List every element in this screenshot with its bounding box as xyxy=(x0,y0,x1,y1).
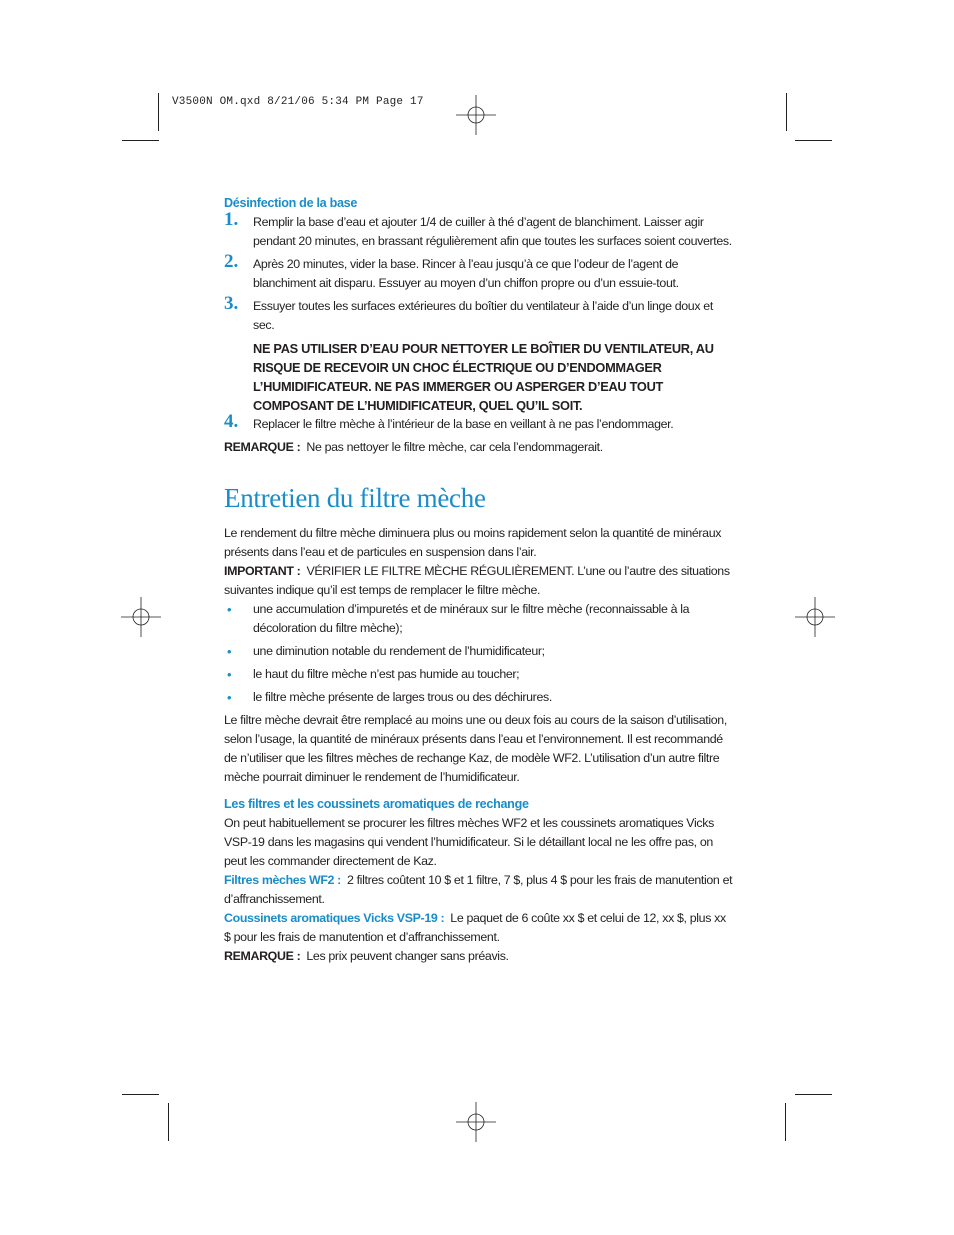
step-number: 3. xyxy=(224,293,239,314)
step-1 xyxy=(224,209,734,251)
crop-mark-bottom-right-vertical xyxy=(785,1103,786,1141)
registration-mark-bottom-icon xyxy=(456,1102,496,1142)
pads-price xyxy=(224,909,734,947)
crop-mark-bottom-left-horizontal xyxy=(122,1094,159,1095)
step-number: 2. xyxy=(224,251,239,272)
registration-mark-left-icon xyxy=(121,597,161,637)
list-item-text: une accumulation d’impuretés et de minéraux sur le filtre mèche (reconnaissable à la décoloration du filtre mèche); xyxy=(253,602,690,635)
print-slug: V3500N OM.qxd 8/21/06 5:34 PM Page 17 xyxy=(172,96,424,108)
price-note xyxy=(224,947,734,966)
filters-price xyxy=(224,871,734,909)
step-3 xyxy=(224,293,734,335)
crop-mark-top-left-horizontal xyxy=(122,140,159,141)
crop-mark-top-left-vertical xyxy=(158,93,159,131)
list-item xyxy=(224,688,734,707)
list-item-text: le filtre mèche présente de larges trous ou des déchirures. xyxy=(253,690,552,704)
registration-mark-top-icon xyxy=(456,95,496,135)
step-text: Essuyer toutes les surfaces extérieures du boîtier du ventilateur à l’aide d’un linge doux et sec. xyxy=(253,299,713,332)
registration-mark-right-icon xyxy=(795,597,835,637)
page-content xyxy=(224,194,734,966)
replacement-intro: On peut habituellement se procurer les filtres mèches WF2 et les coussinets aromatiques Vicks VSP-19 dans les magasins qui vendent l’humidificateur. Si le détaillant local ne les offre pas, on peut les commander directement de Kaz. xyxy=(224,816,714,868)
note-text: Les prix peuvent changer sans préavis. xyxy=(306,949,509,963)
step-text: Remplir la base d’eau et ajouter 1/4 de cuiller à thé d’agent de blanchiment. Laisser agir pendant 20 minutes, en brassant régulièrement afin que toutes les surfaces soient couvertes. xyxy=(253,215,732,248)
step-text: Après 20 minutes, vider la base. Rincer à l’eau jusqu’à ce que l’odeur de l’agent de blanchiment ait disparu. Essuyer au moyen d’un chiffon propre ou d’un essuie-tout. xyxy=(253,257,679,290)
list-item xyxy=(224,642,734,661)
crop-mark-bottom-right-horizontal xyxy=(795,1094,832,1095)
disinfection-note xyxy=(224,438,734,457)
step-number: 4. xyxy=(224,411,239,432)
bullet-icon: • xyxy=(227,690,232,705)
bullet-icon: • xyxy=(227,667,232,682)
step-2 xyxy=(224,251,734,293)
list-item-text: le haut du filtre mèche n’est pas humide au toucher; xyxy=(253,667,520,681)
crop-mark-bottom-left-vertical xyxy=(168,1103,169,1141)
step-number: 1. xyxy=(224,209,239,230)
list-item-text: une diminution notable du rendement de l’humidificateur; xyxy=(253,644,545,658)
crop-mark-top-right-vertical xyxy=(786,93,787,131)
crop-mark-top-right-horizontal xyxy=(795,140,832,141)
bullet-icon: • xyxy=(227,602,232,617)
section-title: Entretien du filtre mèche xyxy=(224,483,486,513)
pads-label: Coussinets aromatiques Vicks VSP-19 : xyxy=(224,911,445,925)
spacer xyxy=(224,787,734,795)
replacement-heading: Les filtres et les coussinets aromatiques de rechange xyxy=(224,797,529,811)
note-text: Ne pas nettoyer le filtre mèche, car cela l’endommagerait. xyxy=(306,440,603,454)
list-item xyxy=(224,665,734,684)
list-item xyxy=(224,600,734,638)
step-text: Replacer le filtre mèche à l’intérieur de la base en veillant à ne pas l’endommager. xyxy=(253,417,674,431)
note-label: REMARQUE : xyxy=(224,949,301,963)
wick-intro: Le rendement du filtre mèche diminuera plus ou moins rapidement selon la quantité de minéraux présents dans l’eau et de particules en suspension dans l’air. xyxy=(224,526,722,559)
warning-text: NE PAS UTILISER D’EAU POUR NETTOYER LE BOÎTIER DU VENTILATEUR, AU RISQUE DE RECEVOIR UN CHOC ÉLECTRIQUE OU D’ENDOMMAGER L’HUMIDIFICATEUR. NE PAS IMMERGER OU ASPERGER D’EAU TOUT COMPOSANT DE L’HUMIDIFICATEUR, QUEL QU’IL SOIT. xyxy=(253,341,714,413)
step-4 xyxy=(224,411,734,434)
important-text: VÉRIFIER LE FILTRE MÈCHE RÉGULIÈREMENT. L’une ou l’autre des situations suivantes indique qu’il est temps de remplacer le filtre mèche. xyxy=(224,564,730,597)
replacement-signs-list xyxy=(224,600,734,707)
filters-text: 2 filtres coûtent 10 $ et 1 filtre, 7 $, plus 4 $ pour les frais de manutention et d’affranchissement. xyxy=(224,873,733,906)
important-label: IMPORTANT : xyxy=(224,564,301,578)
filters-label: Filtres mèches WF2 : xyxy=(224,873,341,887)
bullet-icon: • xyxy=(227,644,232,659)
pads-text: Le paquet de 6 coûte xx $ et celui de 12, xx $, plus xx $ pour les frais de manutention et d’affranchissement. xyxy=(224,911,726,944)
important-notice xyxy=(224,562,734,600)
disinfection-heading: Désinfection de la base xyxy=(224,196,358,210)
replacement-frequency-text: Le filtre mèche devrait être remplacé au moins une ou deux fois au cours de la saison d’utilisation, selon l’usage, la quantité de minéraux présents dans l’eau et l’environnement. Il est recommandé de n’utiliser que les filtres mèches de rechange Kaz, de modèle WF2. L’utilisation d’un autre filtre mèche pourrait diminuer le rendement de l’humidificateur. xyxy=(224,713,727,784)
note-label: REMARQUE : xyxy=(224,440,301,454)
